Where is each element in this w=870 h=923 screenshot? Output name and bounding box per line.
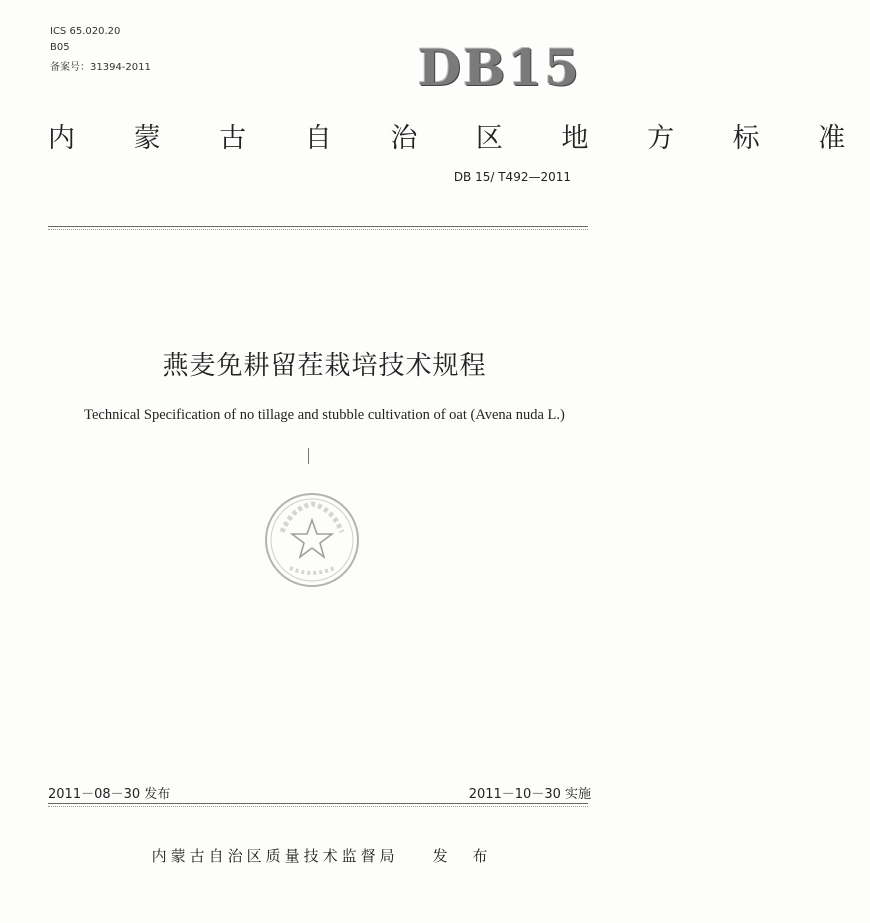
standard-number: DB 15/ T492—2011 bbox=[453, 170, 571, 184]
footer-divider bbox=[48, 803, 588, 804]
header-divider-dotted bbox=[48, 229, 588, 230]
standard-code-logo: DB15 bbox=[417, 38, 581, 97]
footer-divider-dotted bbox=[48, 806, 588, 807]
effective-date: 2011－10－30 实施 bbox=[468, 787, 591, 802]
issuer-name: 内蒙古自治区质量技术监督局 bbox=[151, 847, 399, 865]
document-title-english: Technical Specification of no tillage and stubble cultivation of oat (Avena nuda L.) bbox=[84, 407, 565, 423]
classification-code: B05 bbox=[50, 42, 70, 53]
document-title-chinese: 燕麦免耕留茬栽培技术规程 bbox=[162, 351, 487, 381]
record-number: 备案号：31394-2011 bbox=[50, 62, 151, 73]
release-date: 2011－08－30 发布 bbox=[48, 787, 171, 802]
ics-code: ICS 65.020.20 bbox=[50, 26, 121, 37]
issuer-action: 发 布 bbox=[432, 847, 498, 865]
scan-mark bbox=[308, 448, 313, 464]
official-seal-stamp bbox=[262, 490, 362, 590]
issuer-line bbox=[0, 845, 649, 866]
header-divider bbox=[48, 226, 588, 227]
standard-type-title: 内 蒙 古 自 治 区 地 方 标 准 bbox=[48, 123, 870, 154]
